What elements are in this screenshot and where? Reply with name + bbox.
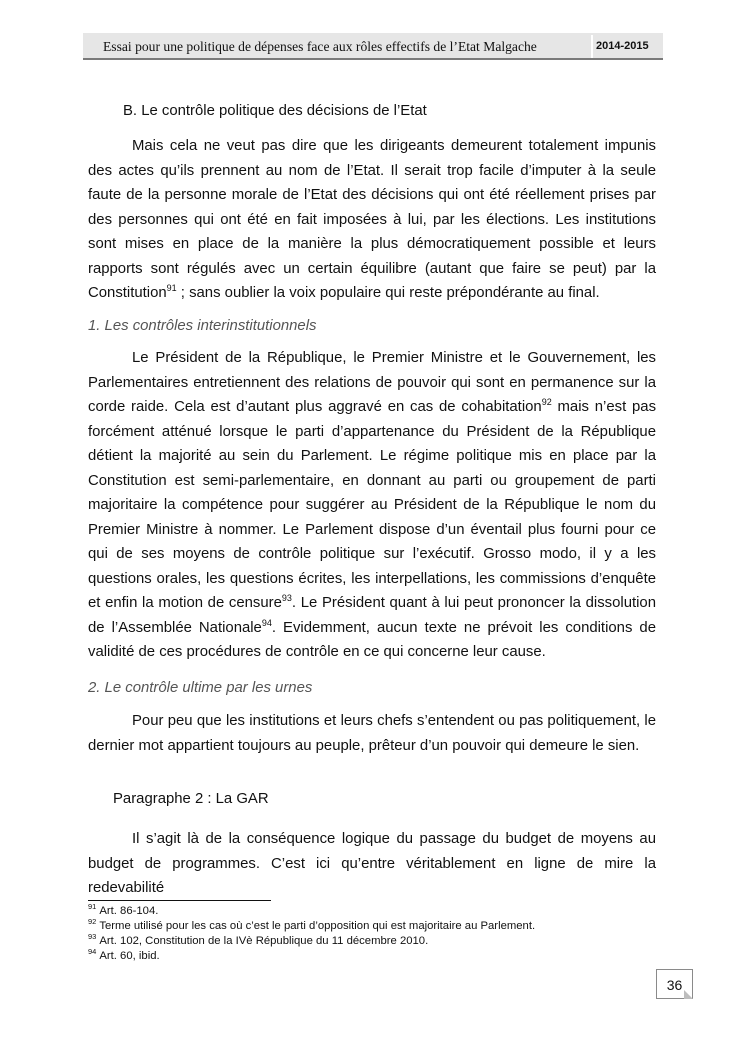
section-b-body — [88, 134, 656, 306]
paragraph-2-body — [88, 827, 656, 901]
footnote-rule — [88, 900, 271, 901]
text-run: Le Président de la République, le Premier Ministre et le Gouvernement, les Parlementaires entretiennent des relations de pouvoir qui sont en permanence sur la corde raide. Cela est d’autant plus aggravé en cas de cohabitation — [88, 350, 656, 415]
running-header — [83, 33, 663, 60]
paragraph-2-paragraph: Il s’agit là de la conséquence logique du passage du budget de moyens au budget de programmes. C’est ici qu’entre véritablement en ligne de mire la redevabilité — [88, 831, 656, 896]
footnote-text: Art. 86-104. — [99, 905, 159, 917]
footnote-number: 91 — [88, 902, 97, 912]
footnote-number: 93 — [88, 932, 97, 942]
footnote-ref: 91 — [166, 283, 177, 294]
footnote-text: Art. 102, Constitution de la IVè République du 11 décembre 2010. — [99, 935, 429, 947]
footnote-number: 92 — [88, 917, 97, 927]
text-run: . Evidemment, aucun texte ne prévoit les conditions de validité de ces procédures de contrôle en ce qui concerne leur cause. — [88, 619, 656, 660]
page-curl-icon — [684, 990, 693, 999]
text-run: Mais cela ne veut pas dire que les dirigeants demeurent totalement impunis des actes qu’ils prennent au nom de l’Etat. Il serait trop facile d’imputer à la seule faute de la personne morale de l’Etat des décisions qui ont été réellement prises par des personnes qui ont été en fait imposées à lui, par les élections. Les institutions sont mises en place de la manière la plus démocratiquement possible et leurs rapports sont régulés avec un certain équilibre (autant que faire se peut) par la Constitution — [88, 138, 656, 301]
subsection-2-body — [88, 709, 656, 758]
footnote — [88, 902, 159, 918]
footnote-number: 94 — [88, 947, 97, 957]
section-b-heading: B. Le contrôle politique des décisions de l’Etat — [123, 103, 427, 119]
footnote-ref: 93 — [281, 593, 292, 604]
page-number-box — [656, 969, 693, 999]
subsection-1-body — [88, 346, 656, 665]
footnote — [88, 917, 536, 933]
header-title: Essai pour une politique de dépenses face aux rôles effectifs de l’Etat Malgache — [103, 39, 537, 54]
subsection-1-heading: 1. Les contrôles interinstitutionnels — [88, 318, 317, 334]
footnote-text: Terme utilisé pour les cas où c’est le parti d’opposition qui est majoritaire au Parlement. — [99, 920, 536, 932]
text-run: mais n’est pas forcément atténué lorsque le parti d’appartenance du Président de la République détient la majorité au sein du Parlement. Le régime politique mis en place par la Constitution est semi-parlementaire, en donnant au parti ou groupement de parti majoritaire la compétence pour suggérer au Président de la République le nom du Premier Ministre à nommer. Le Parlement dispose d’un éventail plus fourni pour ce qui de ses moyens de contrôle politique sur l’exécutif. Grosso modo, il y a les questions orales, les questions écrites, les interpellations, les commissions d’enquête et enfin la motion de censure — [88, 399, 657, 611]
text-run: . Le Président quant à lui peut prononcer la dissolution de l’Assemblée Nationale — [88, 595, 656, 636]
paragraph-2-heading: Paragraphe 2 : La GAR — [113, 791, 269, 807]
subsection-2-heading: 2. Le contrôle ultime par les urnes — [88, 680, 313, 696]
subsection-1-paragraph — [88, 346, 656, 665]
footnote-ref: 92 — [541, 397, 552, 408]
footnote — [88, 932, 429, 948]
footnote-ref: 94 — [261, 617, 272, 628]
header-separator — [591, 35, 593, 58]
header-year: 2014-2015 — [596, 40, 649, 52]
section-b-paragraph — [88, 134, 656, 306]
footnote — [88, 947, 160, 963]
subsection-2-paragraph: Pour peu que les institutions et leurs chefs s’entendent ou pas politiquement, le dernier mot appartient toujours au peuple, prêteur d’un pouvoir qui demeure le sien. — [88, 713, 656, 754]
footnote-text: Art. 60, ibid. — [99, 950, 160, 962]
text-run: ; sans oublier la voix populaire qui reste prépondérante au final. — [176, 285, 600, 301]
page-number: 36 — [666, 977, 683, 993]
